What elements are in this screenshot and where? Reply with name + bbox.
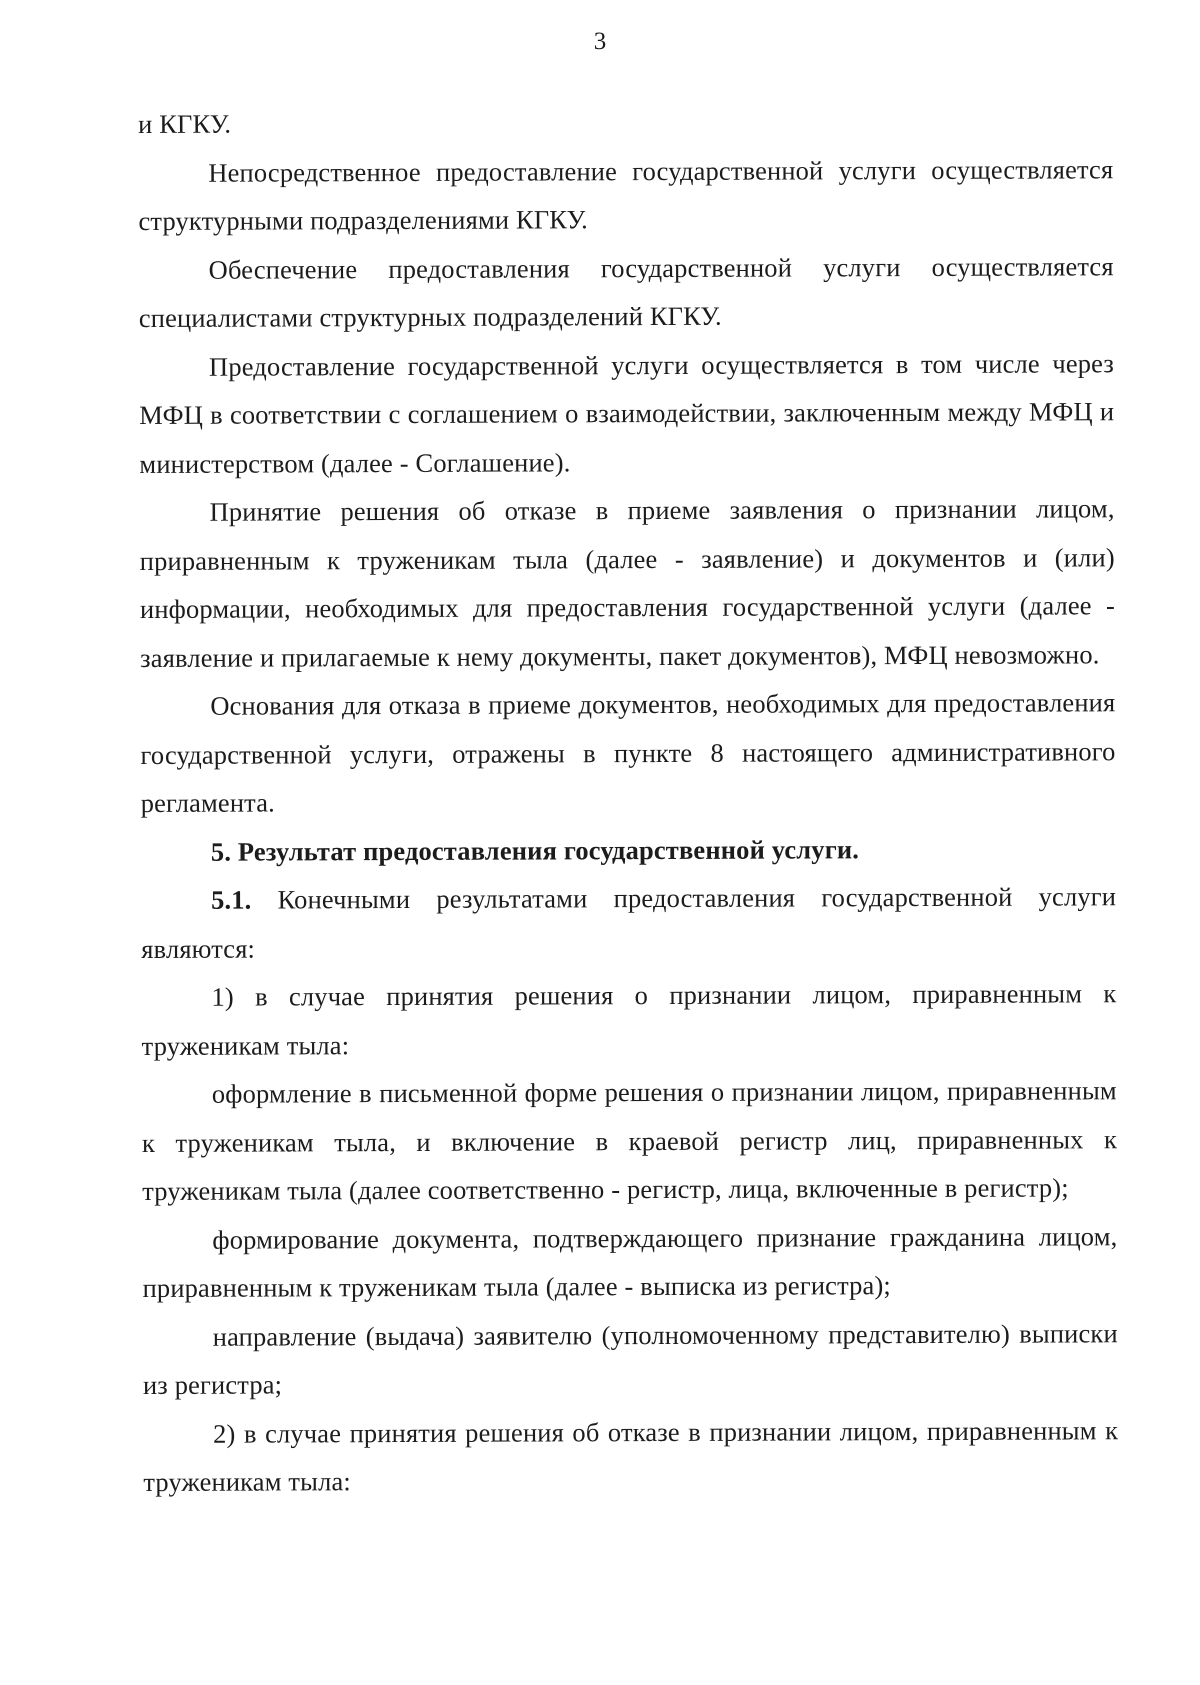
paragraph: формирование документа, подтверждающего признание гражданина лицом, приравненным к труженикам тыла (далее - выписка из регистра); xyxy=(142,1220,1118,1303)
paragraph: Предоставление государственной услуги осуществляется в том числе через МФЦ в соответствии с соглашением о взаимодействии, заключенным между МФЦ и министерством (далее - Соглашение). xyxy=(139,347,1115,479)
paragraph: и КГКУ. xyxy=(138,108,232,139)
paragraph: оформление в письменной форме решения о признании лицом, приравненным к труженикам тыла, и включение в краевой регистр лиц, приравненных к труженикам тыла (далее соответственно - регистр, лица, включенные в регистр); xyxy=(141,1075,1118,1206)
paragraph: Основания для отказа в приеме документов, необходимых для предоставления государственной услуги, отражены в пункте 8 настоящего административного регламента. xyxy=(140,687,1116,818)
paragraph: Принятие решения об отказе в приеме заявления о признании лицом, приравненным к труженикам тыла (далее - заявление) и документов и (или) информации, необходимых для предоставления государственной услуги (далее - заявление и прилагаемые к нему документы, пакет документов), МФЦ невозможно. xyxy=(139,493,1116,673)
section-heading: 5. Результат предоставления государственной услуги. xyxy=(210,833,860,867)
paragraph xyxy=(141,872,1116,973)
paragraph: 2) в случае принятия решения об отказе в признании лицом, приравненным к труженикам тыла: xyxy=(143,1414,1119,1497)
clause-text: Конечными результатами предоставления государственной услуги являются: xyxy=(141,881,1117,964)
paragraph: направление (выдача) заявителю (уполномоченному представителю) выписки из регистра; xyxy=(142,1317,1118,1400)
paragraph: Обеспечение предоставления государственной услуги осуществляется специалистами структурных подразделений КГКУ. xyxy=(138,250,1114,333)
document-body xyxy=(138,96,1118,1506)
paragraph: 1) в случае принятия решения о признании лицом, приравненным к труженикам тыла: xyxy=(141,978,1117,1061)
paragraph: Непосредственное предоставление государственной услуги осуществляется структурными подразделениями КГКУ. xyxy=(138,153,1114,236)
clause-number: 5.1. xyxy=(211,884,252,915)
page-number: 3 xyxy=(593,28,607,55)
